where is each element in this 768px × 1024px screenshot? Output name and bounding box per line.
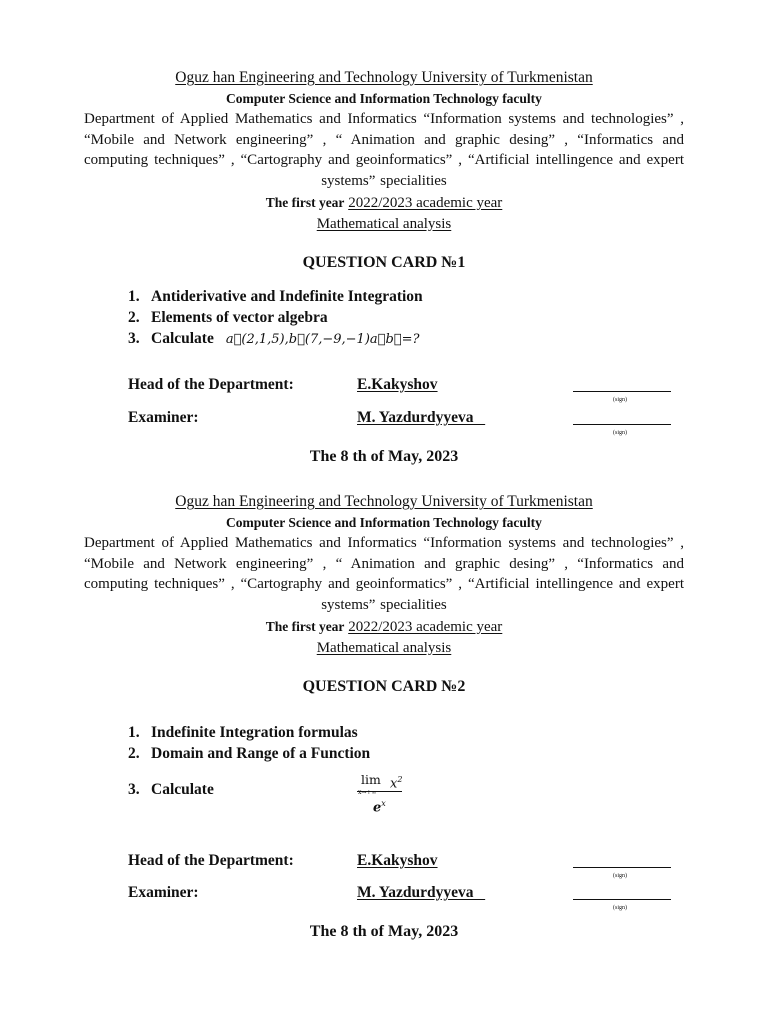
card-header bbox=[0, 492, 768, 698]
card-title: QUESTION CARD №1 bbox=[302, 254, 466, 271]
question-card-2 bbox=[0, 492, 768, 940]
head-name: E.Kakyshov bbox=[357, 852, 438, 869]
sign-label: (sign) bbox=[613, 430, 627, 436]
faculty-name: Computer Science and Information Technology faculty bbox=[226, 91, 542, 106]
faculty-name: Computer Science and Information Technology faculty bbox=[226, 515, 542, 530]
university-name: Oguz han Engineering and Technology University of Turkmenistan bbox=[175, 69, 593, 86]
examiner-name: M. Yazdurdyyeva bbox=[357, 884, 486, 901]
sign-label: (sign) bbox=[613, 873, 627, 879]
sign-label: (sign) bbox=[613, 905, 627, 911]
question-item: 3. Calculate a⃗(2,1,5),b⃗(7,−9,−1)a⃗b⃗=? bbox=[128, 330, 420, 347]
card-header bbox=[0, 68, 768, 274]
card-date: The 8 th of May, 2023 bbox=[309, 923, 459, 940]
question-item: 2. Elements of vector algebra bbox=[128, 309, 328, 326]
department-specialities: Department of Applied Mathematics and Informatics “Information systems and technologies” , “Mobile and Network engineering” , “ Animation and graphic desing” , “Informatics and computing techniques” , “Cartography and geoinformatics” , “Artificial intellingence and expert systems” specialities bbox=[84, 111, 684, 189]
head-signature-row bbox=[128, 376, 688, 403]
head-name: E.Kakyshov bbox=[357, 376, 438, 393]
university-name: Oguz han Engineering and Technology University of Turkmenistan bbox=[175, 493, 593, 510]
academic-year-line bbox=[0, 192, 768, 214]
department-specialities: Department of Applied Mathematics and Informatics “Information systems and technologies” , “Mobile and Network engineering” , “ Animation and graphic desing” , “Informatics and computing techniques” , “Cartography and geoinformatics” , “Artificial intellingence and expert systems” specialities bbox=[84, 535, 684, 613]
vector-formula: a⃗(2,1,5),b⃗(7,−9,−1)a⃗b⃗=? bbox=[225, 332, 420, 347]
examiner-name: M. Yazdurdyyeva bbox=[357, 409, 486, 426]
year-label: The first year bbox=[265, 195, 345, 210]
card-date: The 8 th of May, 2023 bbox=[309, 448, 459, 465]
question-item: 3. Calculate lim $x^2$ x→+∞ $e^x$ bbox=[128, 779, 214, 801]
fraction-bar bbox=[357, 791, 402, 792]
question-item: 2. Domain and Range of a Function bbox=[128, 745, 371, 762]
limit-formula: lim $x^2$ x→+∞ $e^x$ bbox=[358, 772, 403, 816]
question-card-1 bbox=[0, 68, 768, 465]
academic-year: 2022/2023 academic year bbox=[348, 195, 503, 211]
academic-year: 2022/2023 academic year bbox=[348, 619, 503, 635]
head-role: Head of the Department: bbox=[128, 852, 294, 869]
subject-name: Mathematical analysis bbox=[316, 640, 452, 656]
signature-line bbox=[573, 867, 671, 868]
year-label: The first year bbox=[265, 619, 345, 634]
signature-line bbox=[573, 899, 671, 900]
signature-line bbox=[573, 391, 671, 392]
card-title: QUESTION CARD №2 bbox=[302, 678, 466, 695]
question-item: 1. Indefinite Integration formulas bbox=[128, 724, 358, 741]
examiner-role: Examiner: bbox=[128, 409, 199, 426]
examiner-role: Examiner: bbox=[128, 884, 199, 901]
academic-year-line bbox=[0, 616, 768, 638]
head-role: Head of the Department: bbox=[128, 376, 294, 393]
sign-label: (sign) bbox=[613, 397, 627, 403]
examiner-signature-row bbox=[128, 409, 688, 436]
examiner-signature-row bbox=[128, 884, 688, 911]
head-signature-row bbox=[128, 852, 688, 879]
question-item: 1. Antiderivative and Indefinite Integration bbox=[128, 288, 423, 305]
signature-line bbox=[573, 424, 671, 425]
subject-name: Mathematical analysis bbox=[316, 216, 452, 232]
